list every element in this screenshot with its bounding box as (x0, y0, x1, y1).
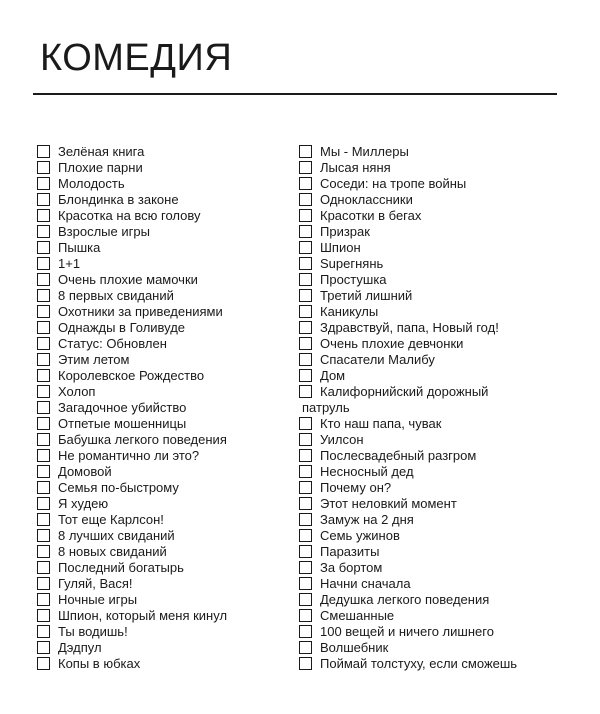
checkbox[interactable] (299, 417, 312, 430)
list-item (37, 416, 287, 432)
movie-title: Ты водишь! (58, 624, 128, 639)
movie-title: Простушка (320, 272, 387, 287)
checkbox[interactable] (299, 225, 312, 238)
checkbox[interactable] (37, 161, 50, 174)
list-item (299, 336, 559, 352)
list-item (299, 544, 559, 560)
list-item (299, 352, 559, 368)
list-item (299, 240, 559, 256)
movie-title: Ночные игры (58, 592, 138, 607)
list-item (37, 480, 287, 496)
checkbox[interactable] (37, 273, 50, 286)
list-item (37, 320, 287, 336)
list-item (299, 528, 559, 544)
list-item (299, 288, 559, 304)
movie-title: Королевское Рождество (58, 368, 205, 383)
list-item (37, 272, 287, 288)
list-item (37, 640, 287, 656)
checkbox[interactable] (37, 545, 50, 558)
list-item (37, 224, 287, 240)
checkbox[interactable] (299, 513, 312, 526)
list-item (37, 512, 287, 528)
movie-title: Начни сначала (320, 576, 411, 591)
list-item (37, 528, 287, 544)
movie-title: Зелёная книга (58, 144, 145, 159)
movie-title: За бортом (320, 560, 383, 575)
movie-title: Одноклассники (320, 192, 413, 207)
movie-title: Охотники за приведениями (58, 304, 223, 319)
movie-title: Спасатели Малибу (320, 352, 435, 367)
list-item (37, 176, 287, 192)
list-item (299, 384, 559, 416)
movie-title: Домовой (58, 464, 112, 479)
checkbox[interactable] (299, 577, 312, 590)
movie-title: Молодость (58, 176, 125, 191)
list-item (299, 192, 559, 208)
checkbox[interactable] (299, 545, 312, 558)
list-item (299, 432, 559, 448)
checkbox[interactable] (299, 561, 312, 574)
list-item (37, 592, 287, 608)
movie-title: Последний богатырь (58, 560, 184, 575)
list-item (37, 400, 287, 416)
list-item (299, 512, 559, 528)
checkbox[interactable] (299, 305, 312, 318)
list-item (299, 320, 559, 336)
list-item (37, 656, 287, 672)
list-item (37, 192, 287, 208)
checkbox[interactable] (37, 385, 50, 398)
checkbox[interactable] (299, 289, 312, 302)
checkbox[interactable] (37, 625, 50, 638)
list-item (37, 560, 287, 576)
list-item (37, 384, 287, 400)
movie-title: Лысая няня (320, 160, 391, 175)
movie-title: 8 новых свиданий (58, 544, 167, 559)
list-item (37, 368, 287, 384)
movie-title: Послесвадебный разгром (320, 448, 477, 463)
checkbox[interactable] (299, 193, 312, 206)
movie-title: Здравствуй, папа, Новый год! (320, 320, 499, 335)
right-movie-list (299, 144, 559, 672)
left-movie-list (37, 144, 287, 672)
movie-title: Третий лишний (320, 288, 413, 303)
checkbox[interactable] (37, 497, 50, 510)
movie-title: 8 первых свиданий (58, 288, 174, 303)
list-item (299, 416, 559, 432)
checkbox[interactable] (37, 609, 50, 622)
movie-title: Блондинка в законе (58, 192, 179, 207)
movie-title: Смешанные (320, 608, 395, 623)
movie-title: Взрослые игры (58, 224, 150, 239)
checkbox[interactable] (299, 625, 312, 638)
checkbox[interactable] (299, 465, 312, 478)
list-item (299, 272, 559, 288)
checkbox[interactable] (299, 433, 312, 446)
checkbox[interactable] (299, 353, 312, 366)
list-item (299, 256, 559, 272)
list-item (37, 208, 287, 224)
checkbox[interactable] (299, 481, 312, 494)
movie-title: Калифорнийский дорожный патруль (302, 384, 489, 415)
list-item (299, 176, 559, 192)
checkbox[interactable] (299, 321, 312, 334)
list-item (37, 624, 287, 640)
checkbox[interactable] (37, 289, 50, 302)
movie-title: Очень плохие девчонки (320, 336, 464, 351)
movie-title: Замуж на 2 дня (320, 512, 414, 527)
checkbox[interactable] (37, 337, 50, 350)
checkbox[interactable] (37, 321, 50, 334)
list-item (299, 624, 559, 640)
movie-title: Дом (320, 368, 346, 383)
checkbox[interactable] (299, 145, 312, 158)
list-item (37, 288, 287, 304)
movie-title: 1+1 (58, 256, 81, 271)
checkbox[interactable] (37, 657, 50, 670)
checkbox[interactable] (37, 481, 50, 494)
checkbox[interactable] (299, 241, 312, 254)
movie-title: Не романтично ли это? (58, 448, 200, 463)
checkbox[interactable] (299, 657, 312, 670)
movie-title: Гуляй, Вася! (58, 576, 133, 591)
checkbox[interactable] (37, 257, 50, 270)
checkbox[interactable] (37, 193, 50, 206)
list-item (299, 656, 559, 672)
list-item (37, 496, 287, 512)
list-item (37, 576, 287, 592)
movie-title: Плохие парни (58, 160, 143, 175)
movie-title: Соседи: на тропе войны (320, 176, 467, 191)
checkbox[interactable] (37, 369, 50, 382)
list-item (37, 240, 287, 256)
list-item (37, 336, 287, 352)
movie-title: Дэдпул (58, 640, 102, 655)
checkbox[interactable] (37, 529, 50, 542)
checkbox[interactable] (299, 161, 312, 174)
movie-title: Красотка на всю голову (58, 208, 201, 223)
movie-title: Волшебник (320, 640, 389, 655)
list-item (37, 160, 287, 176)
checkbox[interactable] (37, 145, 50, 158)
checkbox[interactable] (37, 465, 50, 478)
list-item (299, 224, 559, 240)
list-item (299, 560, 559, 576)
movie-title: Пышка (58, 240, 101, 255)
movie-title: Я худею (58, 496, 109, 511)
movie-title: Шпион, который меня кинул (58, 608, 228, 623)
list-item (299, 464, 559, 480)
list-item (299, 496, 559, 512)
movie-title: Этот неловкий момент (320, 496, 457, 511)
list-item (299, 160, 559, 176)
checkbox[interactable] (37, 449, 50, 462)
list-item (37, 256, 287, 272)
list-item (37, 432, 287, 448)
checkbox[interactable] (299, 497, 312, 510)
checkbox[interactable] (37, 593, 50, 606)
list-item (37, 464, 287, 480)
list-item (299, 448, 559, 464)
checkbox[interactable] (37, 417, 50, 430)
checkbox[interactable] (37, 513, 50, 526)
checkbox[interactable] (299, 609, 312, 622)
title-divider (33, 93, 557, 95)
checkbox[interactable] (299, 369, 312, 382)
movie-title: Однажды в Голивуде (58, 320, 186, 335)
list-item (299, 576, 559, 592)
list-item (299, 608, 559, 624)
checkbox[interactable] (299, 209, 312, 222)
movie-title: Красотки в бегах (320, 208, 422, 223)
movie-title: Дедушка легкого поведения (320, 592, 490, 607)
list-item (299, 304, 559, 320)
movie-title: Supегнянь (320, 256, 384, 271)
movie-title: Паразиты (320, 544, 380, 559)
checkbox[interactable] (37, 209, 50, 222)
movie-title: Поймай толстуху, если сможешь (320, 656, 518, 671)
movie-title: Шпион (320, 240, 361, 255)
movie-title: Почему он? (320, 480, 392, 495)
list-item (299, 480, 559, 496)
checkbox[interactable] (299, 449, 312, 462)
movie-title: Копы в юбках (58, 656, 141, 671)
list-item (37, 144, 287, 160)
checkbox[interactable] (299, 257, 312, 270)
checkbox[interactable] (299, 273, 312, 286)
checkbox[interactable] (299, 177, 312, 190)
list-item (299, 368, 559, 384)
movie-title: Несносный дед (320, 464, 414, 479)
checkbox[interactable] (37, 561, 50, 574)
movie-title: Холоп (58, 384, 96, 399)
movie-title: Каникулы (320, 304, 379, 319)
checkbox[interactable] (37, 577, 50, 590)
movie-title: Этим летом (58, 352, 130, 367)
checkbox[interactable] (299, 593, 312, 606)
movie-title: Уилсон (320, 432, 364, 447)
movie-title: Кто наш папа, чувак (320, 416, 442, 431)
list-item (37, 544, 287, 560)
movie-title: Загадочное убийство (58, 400, 187, 415)
movie-title: Семья по-быстрому (58, 480, 179, 495)
checkbox[interactable] (37, 241, 50, 254)
movie-title: 100 вещей и ничего лишнего (320, 624, 494, 639)
movie-title: Тот еще Карлсон! (58, 512, 164, 527)
checkbox[interactable] (37, 305, 50, 318)
movie-title: Мы - Миллеры (320, 144, 409, 159)
list-item (37, 352, 287, 368)
list-item (299, 208, 559, 224)
movie-title: Очень плохие мамочки (58, 272, 198, 287)
list-item (299, 592, 559, 608)
movie-title: Призрак (320, 224, 370, 239)
checkbox[interactable] (37, 353, 50, 366)
list-item (299, 144, 559, 160)
movie-title: Отпетые мошенницы (58, 416, 187, 431)
list-item (37, 304, 287, 320)
movie-title: Статус: Обновлен (58, 336, 167, 351)
checkbox[interactable] (37, 225, 50, 238)
checkbox[interactable] (299, 337, 312, 350)
checkbox[interactable] (299, 529, 312, 542)
checkbox[interactable] (37, 433, 50, 446)
page-title: КОМЕДИЯ (40, 37, 233, 79)
list-item (37, 448, 287, 464)
movie-title: 8 лучших свиданий (58, 528, 175, 543)
checkbox[interactable] (299, 641, 312, 654)
movie-title: Бабушка легкого поведения (58, 432, 227, 447)
checkbox[interactable] (37, 401, 50, 414)
list-item (299, 640, 559, 656)
checkbox[interactable] (37, 641, 50, 654)
list-item (37, 608, 287, 624)
movie-title: Семь ужинов (320, 528, 400, 543)
checkbox[interactable] (37, 177, 50, 190)
